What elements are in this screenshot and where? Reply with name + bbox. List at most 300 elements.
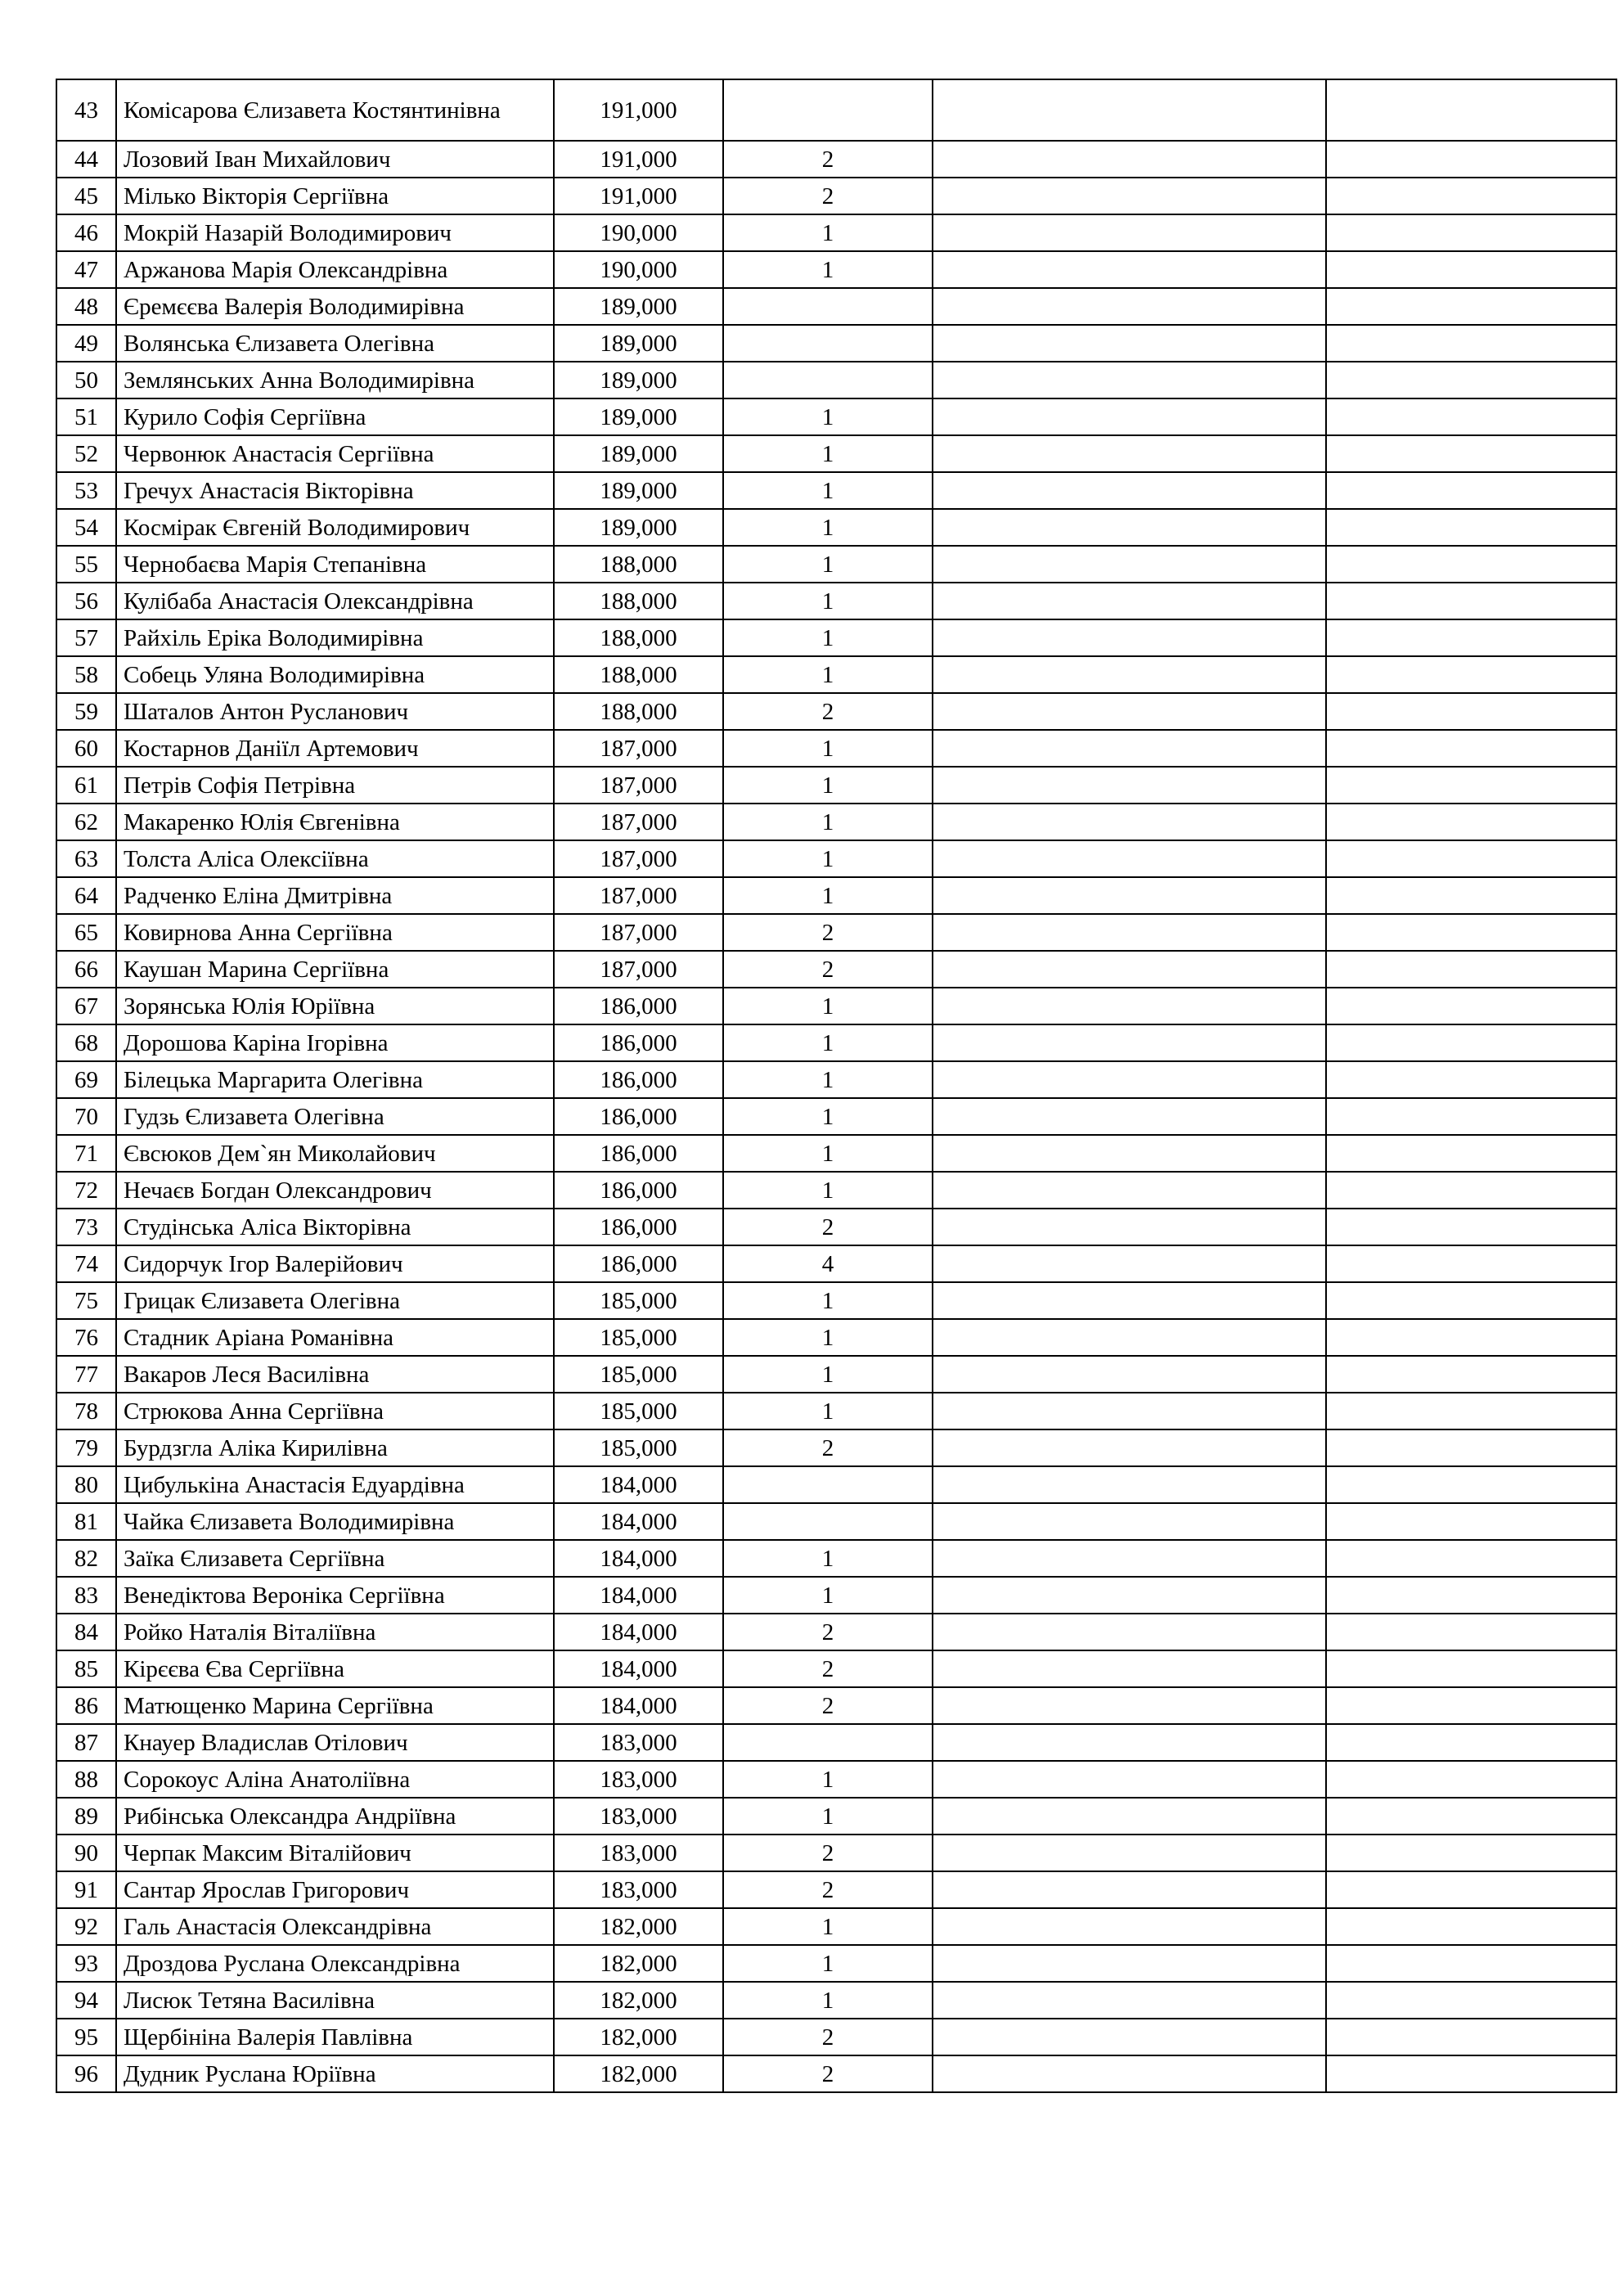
- score-cell: 189,000: [554, 288, 723, 325]
- score-cell: 184,000: [554, 1466, 723, 1503]
- empty-cell: [1326, 1245, 1616, 1282]
- score-cell: 183,000: [554, 1835, 723, 1871]
- table-row: [56, 214, 1616, 251]
- priority-cell: 1: [723, 1798, 933, 1835]
- table-row: [56, 804, 1616, 840]
- priority-cell: 1: [723, 1945, 933, 1982]
- full-name-cell: Кулібаба Анастасія Олександрівна: [116, 583, 554, 619]
- empty-cell: [1326, 509, 1616, 546]
- empty-cell: [1326, 1650, 1616, 1687]
- empty-cell: [933, 1577, 1326, 1614]
- priority-cell: 1: [723, 656, 933, 693]
- empty-cell: [933, 1098, 1326, 1135]
- priority-cell: [723, 362, 933, 398]
- empty-cell: [933, 214, 1326, 251]
- empty-cell: [933, 583, 1326, 619]
- table-row: [56, 656, 1616, 693]
- empty-cell: [1326, 988, 1616, 1024]
- full-name-cell: Студінська Аліса Вікторівна: [116, 1209, 554, 1245]
- empty-cell: [933, 546, 1326, 583]
- score-cell: 189,000: [554, 509, 723, 546]
- score-cell: 187,000: [554, 804, 723, 840]
- row-number-cell: 96: [56, 2055, 116, 2092]
- row-number-cell: 55: [56, 546, 116, 583]
- full-name-cell: Зорянська Юлія Юріївна: [116, 988, 554, 1024]
- priority-cell: 1: [723, 1393, 933, 1429]
- empty-cell: [933, 1356, 1326, 1393]
- score-cell: 186,000: [554, 1245, 723, 1282]
- empty-cell: [933, 693, 1326, 730]
- priority-cell: 2: [723, 1650, 933, 1687]
- empty-cell: [933, 804, 1326, 840]
- ranking-table-body: [56, 79, 1616, 2092]
- table-row: [56, 1761, 1616, 1798]
- empty-cell: [1326, 1172, 1616, 1209]
- full-name-cell: Бурдзгла Аліка Кирилівна: [116, 1429, 554, 1466]
- row-number-cell: 66: [56, 951, 116, 988]
- full-name-cell: Нечаєв Богдан Олександрович: [116, 1172, 554, 1209]
- score-cell: 183,000: [554, 1871, 723, 1908]
- table-row: [56, 1024, 1616, 1061]
- table-row: [56, 1098, 1616, 1135]
- priority-cell: 1: [723, 251, 933, 288]
- score-cell: 187,000: [554, 730, 723, 767]
- table-row: [56, 1466, 1616, 1503]
- empty-cell: [1326, 325, 1616, 362]
- row-number-cell: 53: [56, 472, 116, 509]
- score-cell: 184,000: [554, 1577, 723, 1614]
- table-row: [56, 1835, 1616, 1871]
- priority-cell: [723, 325, 933, 362]
- table-row: [56, 988, 1616, 1024]
- table-row: [56, 693, 1616, 730]
- priority-cell: 1: [723, 1982, 933, 2019]
- full-name-cell: Гудзь Єлизавета Олегівна: [116, 1098, 554, 1135]
- table-row: [56, 2019, 1616, 2055]
- table-row: [56, 1282, 1616, 1319]
- empty-cell: [1326, 1135, 1616, 1172]
- empty-cell: [933, 472, 1326, 509]
- full-name-cell: Дудник Руслана Юріївна: [116, 2055, 554, 2092]
- empty-cell: [933, 1061, 1326, 1098]
- priority-cell: 1: [723, 583, 933, 619]
- empty-cell: [933, 1540, 1326, 1577]
- full-name-cell: Черпак Максим Віталійович: [116, 1835, 554, 1871]
- priority-cell: [723, 288, 933, 325]
- score-cell: 189,000: [554, 435, 723, 472]
- table-row: [56, 1245, 1616, 1282]
- full-name-cell: Вакаров Леся Василівна: [116, 1356, 554, 1393]
- table-row: [56, 2055, 1616, 2092]
- score-cell: 182,000: [554, 1982, 723, 2019]
- empty-cell: [933, 1945, 1326, 1982]
- priority-cell: 1: [723, 767, 933, 804]
- table-row: [56, 472, 1616, 509]
- score-cell: 191,000: [554, 141, 723, 178]
- full-name-cell: Євсюков Дем`ян Миколайович: [116, 1135, 554, 1172]
- row-number-cell: 81: [56, 1503, 116, 1540]
- row-number-cell: 95: [56, 2019, 116, 2055]
- table-row: [56, 1393, 1616, 1429]
- row-number-cell: 47: [56, 251, 116, 288]
- row-number-cell: 58: [56, 656, 116, 693]
- ranking-table: [56, 79, 1617, 2093]
- empty-cell: [933, 362, 1326, 398]
- empty-cell: [1326, 877, 1616, 914]
- priority-cell: 2: [723, 1614, 933, 1650]
- empty-cell: [933, 951, 1326, 988]
- empty-cell: [933, 141, 1326, 178]
- score-cell: 189,000: [554, 472, 723, 509]
- full-name-cell: Аржанова Марія Олександрівна: [116, 251, 554, 288]
- empty-cell: [933, 1724, 1326, 1761]
- score-cell: 188,000: [554, 693, 723, 730]
- priority-cell: 1: [723, 730, 933, 767]
- empty-cell: [933, 914, 1326, 951]
- table-row: [56, 178, 1616, 214]
- row-number-cell: 87: [56, 1724, 116, 1761]
- table-row: [56, 1650, 1616, 1687]
- full-name-cell: Єремєєва Валерія Володимирівна: [116, 288, 554, 325]
- empty-cell: [1326, 214, 1616, 251]
- empty-cell: [933, 1908, 1326, 1945]
- full-name-cell: Шаталов Антон Русланович: [116, 693, 554, 730]
- table-row: [56, 767, 1616, 804]
- row-number-cell: 70: [56, 1098, 116, 1135]
- table-row: [56, 288, 1616, 325]
- empty-cell: [933, 509, 1326, 546]
- score-cell: 186,000: [554, 1135, 723, 1172]
- full-name-cell: Матющенко Марина Сергіївна: [116, 1687, 554, 1724]
- row-number-cell: 88: [56, 1761, 116, 1798]
- empty-cell: [933, 398, 1326, 435]
- empty-cell: [1326, 1724, 1616, 1761]
- full-name-cell: Петрів Софія Петрівна: [116, 767, 554, 804]
- empty-cell: [1326, 1871, 1616, 1908]
- empty-cell: [1326, 79, 1616, 141]
- table-row: [56, 1540, 1616, 1577]
- full-name-cell: Червонюк Анастасія Сергіївна: [116, 435, 554, 472]
- priority-cell: 2: [723, 1209, 933, 1245]
- priority-cell: 1: [723, 1061, 933, 1098]
- priority-cell: 1: [723, 214, 933, 251]
- score-cell: 183,000: [554, 1798, 723, 1835]
- row-number-cell: 46: [56, 214, 116, 251]
- empty-cell: [933, 325, 1326, 362]
- full-name-cell: Землянських Анна Володимирівна: [116, 362, 554, 398]
- row-number-cell: 57: [56, 619, 116, 656]
- row-number-cell: 48: [56, 288, 116, 325]
- empty-cell: [933, 79, 1326, 141]
- score-cell: 187,000: [554, 914, 723, 951]
- full-name-cell: Собець Уляна Володимирівна: [116, 656, 554, 693]
- full-name-cell: Мокрій Назарій Володимирович: [116, 214, 554, 251]
- row-number-cell: 73: [56, 1209, 116, 1245]
- full-name-cell: Сантар Ярослав Григорович: [116, 1871, 554, 1908]
- empty-cell: [933, 840, 1326, 877]
- score-cell: 185,000: [554, 1393, 723, 1429]
- score-cell: 183,000: [554, 1761, 723, 1798]
- empty-cell: [1326, 178, 1616, 214]
- row-number-cell: 84: [56, 1614, 116, 1650]
- score-cell: 187,000: [554, 840, 723, 877]
- priority-cell: 1: [723, 1577, 933, 1614]
- score-cell: 184,000: [554, 1540, 723, 1577]
- empty-cell: [1326, 435, 1616, 472]
- full-name-cell: Білецька Маргарита Олегівна: [116, 1061, 554, 1098]
- full-name-cell: Рибінська Олександра Андріївна: [116, 1798, 554, 1835]
- empty-cell: [1326, 1798, 1616, 1835]
- full-name-cell: Макаренко Юлія Євгенівна: [116, 804, 554, 840]
- empty-cell: [933, 2055, 1326, 2092]
- empty-cell: [1326, 583, 1616, 619]
- empty-cell: [1326, 546, 1616, 583]
- empty-cell: [1326, 914, 1616, 951]
- empty-cell: [1326, 1356, 1616, 1393]
- score-cell: 186,000: [554, 1024, 723, 1061]
- score-cell: 189,000: [554, 398, 723, 435]
- row-number-cell: 79: [56, 1429, 116, 1466]
- priority-cell: 2: [723, 141, 933, 178]
- empty-cell: [1326, 730, 1616, 767]
- empty-cell: [933, 251, 1326, 288]
- empty-cell: [1326, 398, 1616, 435]
- table-row: [56, 141, 1616, 178]
- empty-cell: [933, 1209, 1326, 1245]
- row-number-cell: 64: [56, 877, 116, 914]
- empty-cell: [1326, 2019, 1616, 2055]
- row-number-cell: 69: [56, 1061, 116, 1098]
- full-name-cell: Стадник Аріана Романівна: [116, 1319, 554, 1356]
- row-number-cell: 80: [56, 1466, 116, 1503]
- full-name-cell: Чайка Єлизавета Володимирівна: [116, 1503, 554, 1540]
- empty-cell: [933, 877, 1326, 914]
- score-cell: 188,000: [554, 583, 723, 619]
- row-number-cell: 74: [56, 1245, 116, 1282]
- priority-cell: 1: [723, 877, 933, 914]
- full-name-cell: Радченко Еліна Дмитрівна: [116, 877, 554, 914]
- empty-cell: [933, 1135, 1326, 1172]
- empty-cell: [933, 1614, 1326, 1650]
- row-number-cell: 56: [56, 583, 116, 619]
- empty-cell: [1326, 1908, 1616, 1945]
- empty-cell: [933, 1650, 1326, 1687]
- empty-cell: [933, 1982, 1326, 2019]
- priority-cell: 2: [723, 2055, 933, 2092]
- empty-cell: [1326, 619, 1616, 656]
- score-cell: 184,000: [554, 1614, 723, 1650]
- full-name-cell: Заїка Єлизавета Сергіївна: [116, 1540, 554, 1577]
- row-number-cell: 50: [56, 362, 116, 398]
- priority-cell: [723, 1466, 933, 1503]
- row-number-cell: 75: [56, 1282, 116, 1319]
- full-name-cell: Щербініна Валерія Павлівна: [116, 2019, 554, 2055]
- table-row: [56, 1503, 1616, 1540]
- table-row: [56, 730, 1616, 767]
- empty-cell: [1326, 1540, 1616, 1577]
- table-row: [56, 1724, 1616, 1761]
- empty-cell: [1326, 1945, 1616, 1982]
- empty-cell: [933, 767, 1326, 804]
- table-row: [56, 509, 1616, 546]
- priority-cell: 1: [723, 1282, 933, 1319]
- row-number-cell: 93: [56, 1945, 116, 1982]
- full-name-cell: Лисюк Тетяна Василівна: [116, 1982, 554, 2019]
- empty-cell: [933, 1761, 1326, 1798]
- empty-cell: [1326, 141, 1616, 178]
- score-cell: 188,000: [554, 546, 723, 583]
- priority-cell: 2: [723, 693, 933, 730]
- priority-cell: 1: [723, 509, 933, 546]
- row-number-cell: 92: [56, 1908, 116, 1945]
- row-number-cell: 62: [56, 804, 116, 840]
- priority-cell: 2: [723, 1871, 933, 1908]
- table-row: [56, 251, 1616, 288]
- table-row: [56, 1135, 1616, 1172]
- empty-cell: [1326, 1982, 1616, 2019]
- empty-cell: [1326, 1835, 1616, 1871]
- priority-cell: 1: [723, 1135, 933, 1172]
- empty-cell: [1326, 288, 1616, 325]
- empty-cell: [933, 1319, 1326, 1356]
- full-name-cell: Чернобаєва Марія Степанівна: [116, 546, 554, 583]
- empty-cell: [1326, 840, 1616, 877]
- empty-cell: [1326, 1687, 1616, 1724]
- full-name-cell: Сорокоус Аліна Анатоліївна: [116, 1761, 554, 1798]
- empty-cell: [933, 1282, 1326, 1319]
- score-cell: 182,000: [554, 1945, 723, 1982]
- row-number-cell: 72: [56, 1172, 116, 1209]
- table-row: [56, 1319, 1616, 1356]
- row-number-cell: 63: [56, 840, 116, 877]
- row-number-cell: 68: [56, 1024, 116, 1061]
- priority-cell: 1: [723, 840, 933, 877]
- full-name-cell: Венедіктова Вероніка Сергіївна: [116, 1577, 554, 1614]
- priority-cell: 1: [723, 1024, 933, 1061]
- priority-cell: 2: [723, 1835, 933, 1871]
- row-number-cell: 65: [56, 914, 116, 951]
- empty-cell: [933, 1835, 1326, 1871]
- empty-cell: [1326, 1761, 1616, 1798]
- score-cell: 190,000: [554, 251, 723, 288]
- score-cell: 185,000: [554, 1319, 723, 1356]
- priority-cell: 1: [723, 1319, 933, 1356]
- table-row: [56, 546, 1616, 583]
- table-row: [56, 362, 1616, 398]
- table-row: [56, 1172, 1616, 1209]
- table-row: [56, 1614, 1616, 1650]
- table-row: [56, 951, 1616, 988]
- empty-cell: [1326, 767, 1616, 804]
- row-number-cell: 83: [56, 1577, 116, 1614]
- row-number-cell: 91: [56, 1871, 116, 1908]
- empty-cell: [1326, 1429, 1616, 1466]
- score-cell: 183,000: [554, 1724, 723, 1761]
- score-cell: 185,000: [554, 1282, 723, 1319]
- score-cell: 188,000: [554, 619, 723, 656]
- empty-cell: [1326, 472, 1616, 509]
- empty-cell: [1326, 1319, 1616, 1356]
- score-cell: 190,000: [554, 214, 723, 251]
- table-row: [56, 398, 1616, 435]
- empty-cell: [1326, 2055, 1616, 2092]
- row-number-cell: 71: [56, 1135, 116, 1172]
- row-number-cell: 94: [56, 1982, 116, 2019]
- empty-cell: [1326, 1577, 1616, 1614]
- priority-cell: 2: [723, 178, 933, 214]
- row-number-cell: 44: [56, 141, 116, 178]
- priority-cell: 1: [723, 546, 933, 583]
- table-row: [56, 1061, 1616, 1098]
- empty-cell: [933, 988, 1326, 1024]
- empty-cell: [933, 178, 1326, 214]
- score-cell: 188,000: [554, 656, 723, 693]
- priority-cell: [723, 1724, 933, 1761]
- full-name-cell: Дроздова Руслана Олександрівна: [116, 1945, 554, 1982]
- full-name-cell: Сидорчук Ігор Валерійович: [116, 1245, 554, 1282]
- table-row: [56, 619, 1616, 656]
- empty-cell: [1326, 362, 1616, 398]
- full-name-cell: Райхіль Еріка Володимирівна: [116, 619, 554, 656]
- full-name-cell: Кнауер Владислав Отілович: [116, 1724, 554, 1761]
- priority-cell: 1: [723, 988, 933, 1024]
- empty-cell: [933, 1798, 1326, 1835]
- row-number-cell: 49: [56, 325, 116, 362]
- empty-cell: [1326, 1393, 1616, 1429]
- full-name-cell: Грицак Єлизавета Олегівна: [116, 1282, 554, 1319]
- row-number-cell: 67: [56, 988, 116, 1024]
- full-name-cell: Ковирнова Анна Сергіївна: [116, 914, 554, 951]
- score-cell: 186,000: [554, 1209, 723, 1245]
- row-number-cell: 61: [56, 767, 116, 804]
- score-cell: 185,000: [554, 1356, 723, 1393]
- full-name-cell: Цибулькіна Анастасія Едуардівна: [116, 1466, 554, 1503]
- full-name-cell: Стрюкова Анна Сергіївна: [116, 1393, 554, 1429]
- score-cell: 184,000: [554, 1650, 723, 1687]
- table-row: [56, 583, 1616, 619]
- score-cell: 184,000: [554, 1687, 723, 1724]
- table-row: [56, 877, 1616, 914]
- score-cell: 184,000: [554, 1503, 723, 1540]
- table-row: [56, 1429, 1616, 1466]
- empty-cell: [933, 288, 1326, 325]
- score-cell: 186,000: [554, 1098, 723, 1135]
- table-row: [56, 914, 1616, 951]
- row-number-cell: 43: [56, 79, 116, 141]
- row-number-cell: 54: [56, 509, 116, 546]
- table-row: [56, 1982, 1616, 2019]
- table-row: [56, 1908, 1616, 1945]
- row-number-cell: 78: [56, 1393, 116, 1429]
- empty-cell: [933, 435, 1326, 472]
- empty-cell: [1326, 1614, 1616, 1650]
- empty-cell: [1326, 656, 1616, 693]
- priority-cell: 2: [723, 914, 933, 951]
- empty-cell: [933, 1393, 1326, 1429]
- empty-cell: [1326, 1098, 1616, 1135]
- priority-cell: [723, 79, 933, 141]
- empty-cell: [933, 1429, 1326, 1466]
- table-row: [56, 1209, 1616, 1245]
- priority-cell: 1: [723, 619, 933, 656]
- priority-cell: 1: [723, 472, 933, 509]
- priority-cell: 1: [723, 398, 933, 435]
- empty-cell: [933, 1503, 1326, 1540]
- score-cell: 182,000: [554, 2019, 723, 2055]
- full-name-cell: Кірєєва Єва Сергіївна: [116, 1650, 554, 1687]
- full-name-cell: Галь Анастасія Олександрівна: [116, 1908, 554, 1945]
- full-name-cell: Ройко Наталія Віталіївна: [116, 1614, 554, 1650]
